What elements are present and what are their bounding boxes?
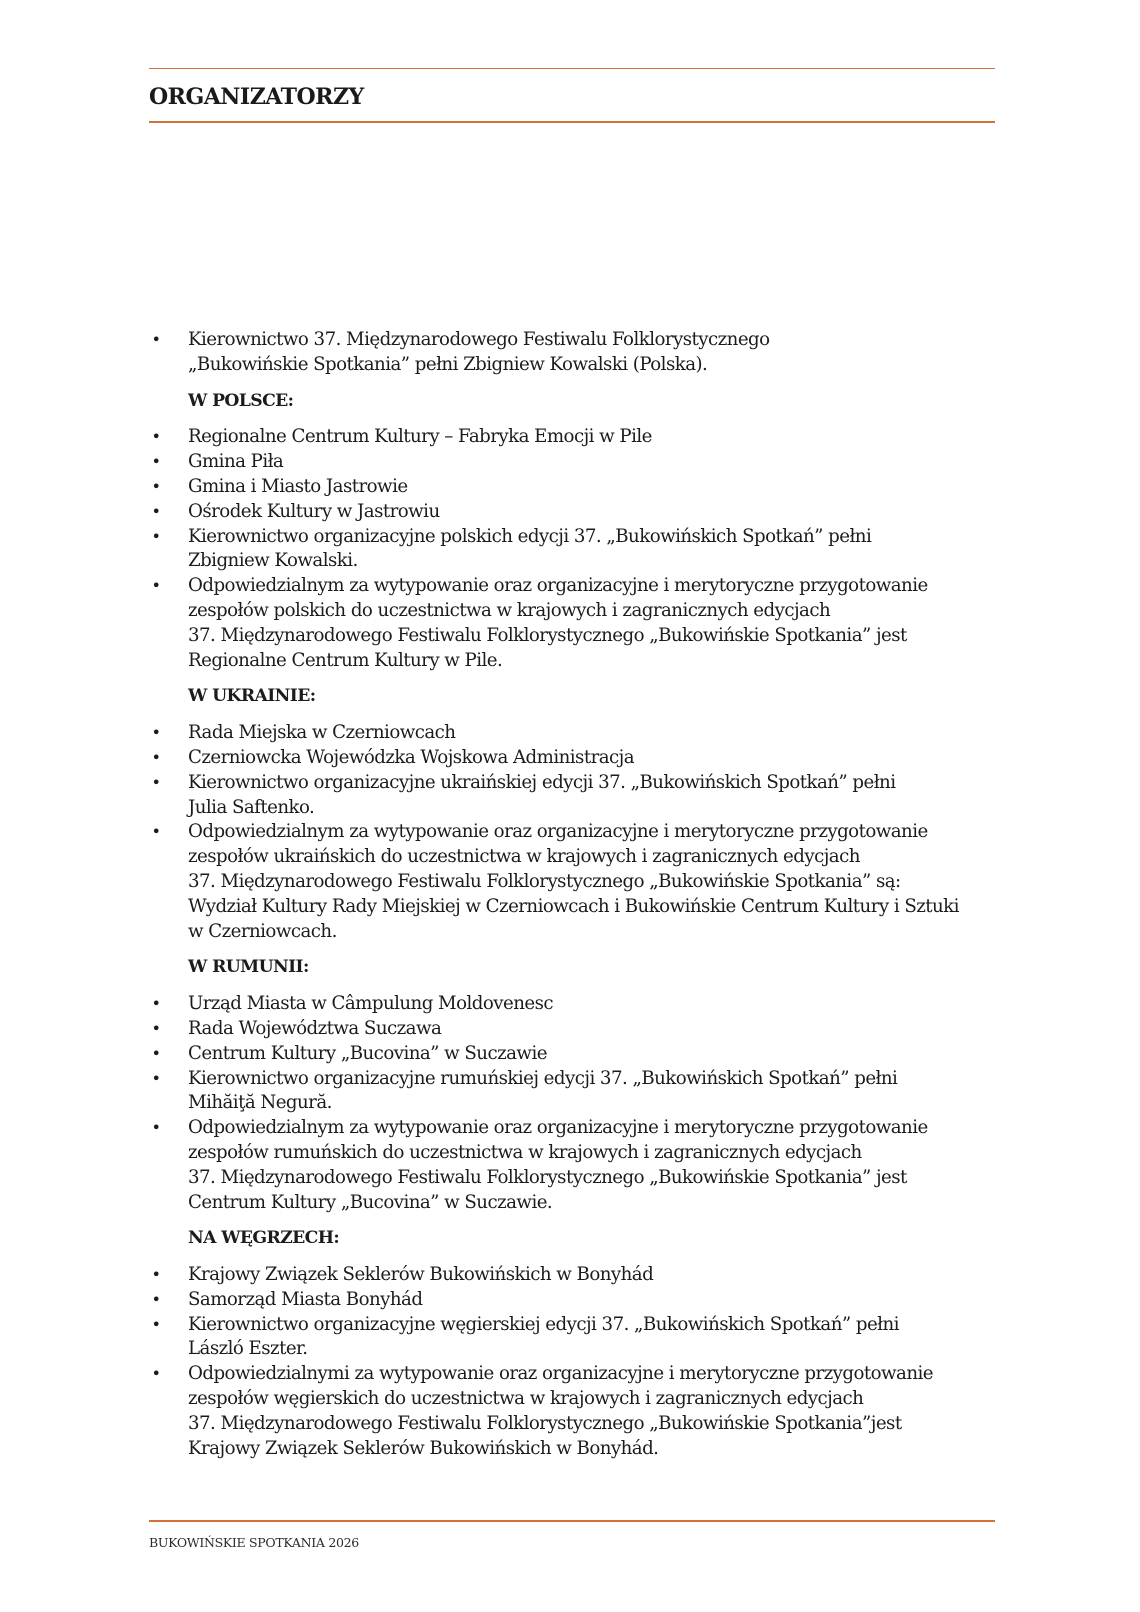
bullet-icon: • [151,526,161,546]
list-item-line: zespołów polskich do uczestnictwa w krajowych i zagranicznych edycjach [188,599,831,621]
organizers-content [149,328,969,1461]
list-item-line: Wydział Kultury Rady Miejskiej w Czerniowcach i Bukowińskie Centrum Kultury i Sztuki [188,895,959,917]
list-item [149,500,969,525]
list-item [149,1042,969,1067]
list-item-line: Odpowiedzialnym za wytypowanie oraz organizacyjne i merytoryczne przygotowanie [188,1117,928,1139]
section-heading: W UKRAINIE: [188,686,316,707]
section-list [149,992,969,1215]
list-item-line: Regionalne Centrum Kultury – Fabryka Emocji w Pile [188,426,652,448]
list-item [149,1362,969,1461]
list-item-line: Regionalne Centrum Kultury w Pile. [188,649,503,671]
list-item-line: 37. Międzynarodowego Festiwalu Folklorystycznego „Bukowińskie Spotkania”jest [188,1412,902,1434]
list-item-line: Gmina i Miasto Jastrowie [188,475,408,497]
list-item-line: Kierownictwo organizacyjne węgierskiej edycji 37. „Bukowińskich Spotkań” pełni [188,1313,899,1335]
list-item-line: Urząd Miasta w Câmpulung Moldovenesc [188,993,554,1015]
list-item-line: Krajowy Związek Seklerów Bukowińskich w Bonyhád. [188,1437,659,1459]
list-item-line: Gmina Piła [188,451,284,473]
list-item [149,574,969,673]
section-heading: NA WĘGRZECH: [188,1228,340,1249]
section-list [149,425,969,673]
list-item-line: Kierownictwo 37. Międzynarodowego Festiwalu Folklorystycznego [188,329,770,350]
bullet-icon: • [151,1043,161,1063]
footer-rule [149,1520,995,1522]
list-item-line: Centrum Kultury „Bucovina” w Suczawie [188,1042,547,1064]
intro-list [149,328,969,378]
list-item [149,771,969,821]
list-item-line: Kierownictwo organizacyjne ukraińskiej edycji 37. „Bukowińskich Spotkań” pełni [188,771,896,793]
list-item-line: László Eszter. [188,1338,308,1360]
bullet-icon: • [151,994,161,1014]
section-list [149,721,969,944]
bullet-icon: • [151,1364,161,1384]
list-item-line: Odpowiedzialnymi za wytypowanie oraz organizacyjne i merytoryczne przygotowanie [188,1363,933,1385]
list-item-line: Rada Miejska w Czerniowcach [188,722,456,744]
bullet-icon: • [151,1018,161,1038]
list-item [149,450,969,475]
bullet-icon: • [151,330,161,349]
list-item-line: „Bukowińskie Spotkania” pełni Zbigniew Kowalski (Polska). [188,353,708,375]
bullet-icon: • [151,723,161,743]
list-item-line: 37. Międzynarodowego Festiwalu Folklorystycznego „Bukowińskie Spotkania” są: [188,870,901,892]
list-item [149,1263,969,1288]
bullet-icon: • [151,747,161,767]
list-item-line: Rada Województwa Suczawa [188,1017,442,1039]
section-list [149,1263,969,1461]
bullet-icon: • [151,501,161,521]
list-item-line: zespołów ukraińskich do uczestnictwa w krajowych i zagranicznych edycjach [188,846,860,868]
list-item [149,820,969,944]
bullet-icon: • [151,1265,161,1285]
list-item-line: Ośrodek Kultury w Jastrowiu [188,500,440,522]
list-item-line: Samorząd Miasta Bonyhád [188,1288,423,1310]
list-item [149,1288,969,1313]
list-item [149,1116,969,1215]
bullet-icon: • [151,1118,161,1138]
list-item-line: zespołów rumuńskich do uczestnictwa w krajowych i zagranicznych edycjach [188,1141,862,1163]
list-item [149,746,969,771]
list-item [149,525,969,575]
list-item [149,992,969,1017]
list-item-line: Odpowiedzialnym za wytypowanie oraz organizacyjne i merytoryczne przygotowanie [188,821,928,843]
list-item [149,328,969,378]
bullet-icon: • [151,576,161,596]
list-item-line: Krajowy Związek Seklerów Bukowińskich w Bonyhád [188,1264,654,1286]
list-item-line: Centrum Kultury „Bucovina” w Suczawie. [188,1191,553,1213]
list-item-line: 37. Międzynarodowego Festiwalu Folklorystycznego „Bukowińskie Spotkania” jest [188,1166,907,1188]
bullet-icon: • [151,1314,161,1334]
bullet-icon: • [151,1289,161,1309]
list-item-line: Kierownictwo organizacyjne polskich edycji 37. „Bukowińskich Spotkań” pełni [188,525,872,547]
bullet-icon: • [151,427,161,447]
list-item [149,1067,969,1117]
bullet-icon: • [151,476,161,496]
list-item-line: w Czerniowcach. [188,920,337,942]
list-item-line: zespołów węgierskich do uczestnictwa w krajowych i zagranicznych edycjach [188,1388,864,1410]
list-item [149,425,969,450]
list-item-line: Zbigniew Kowalski. [188,550,358,572]
list-item [149,1017,969,1042]
header-rule-bottom [149,121,995,123]
list-item-line: Odpowiedzialnym za wytypowanie oraz organizacyjne i merytoryczne przygotowanie [188,575,928,597]
page-footer: BUKOWIŃSKIE SPOTKANIA 2026 [149,1535,359,1550]
section-heading: W POLSCE: [188,390,294,411]
list-item-line: Mihăiţă Negură. [188,1092,332,1114]
list-item [149,721,969,746]
list-item-line: Kierownictwo organizacyjne rumuńskiej edycji 37. „Bukowińskich Spotkań” pełni [188,1067,898,1089]
list-item [149,475,969,500]
header-rule-top [149,68,995,69]
bullet-icon: • [151,822,161,842]
list-item [149,1313,969,1363]
bullet-icon: • [151,772,161,792]
list-item-line: 37. Międzynarodowego Festiwalu Folklorystycznego „Bukowińskie Spotkania” jest [188,624,907,646]
list-item-line: Julia Saftenko. [188,796,315,818]
bullet-icon: • [151,452,161,472]
page-title: ORGANIZATORZY [149,84,364,110]
bullet-icon: • [151,1068,161,1088]
list-item-line: Czerniowcka Wojewódzka Wojskowa Administracja [188,746,635,768]
section-heading: W RUMUNII: [188,957,309,978]
